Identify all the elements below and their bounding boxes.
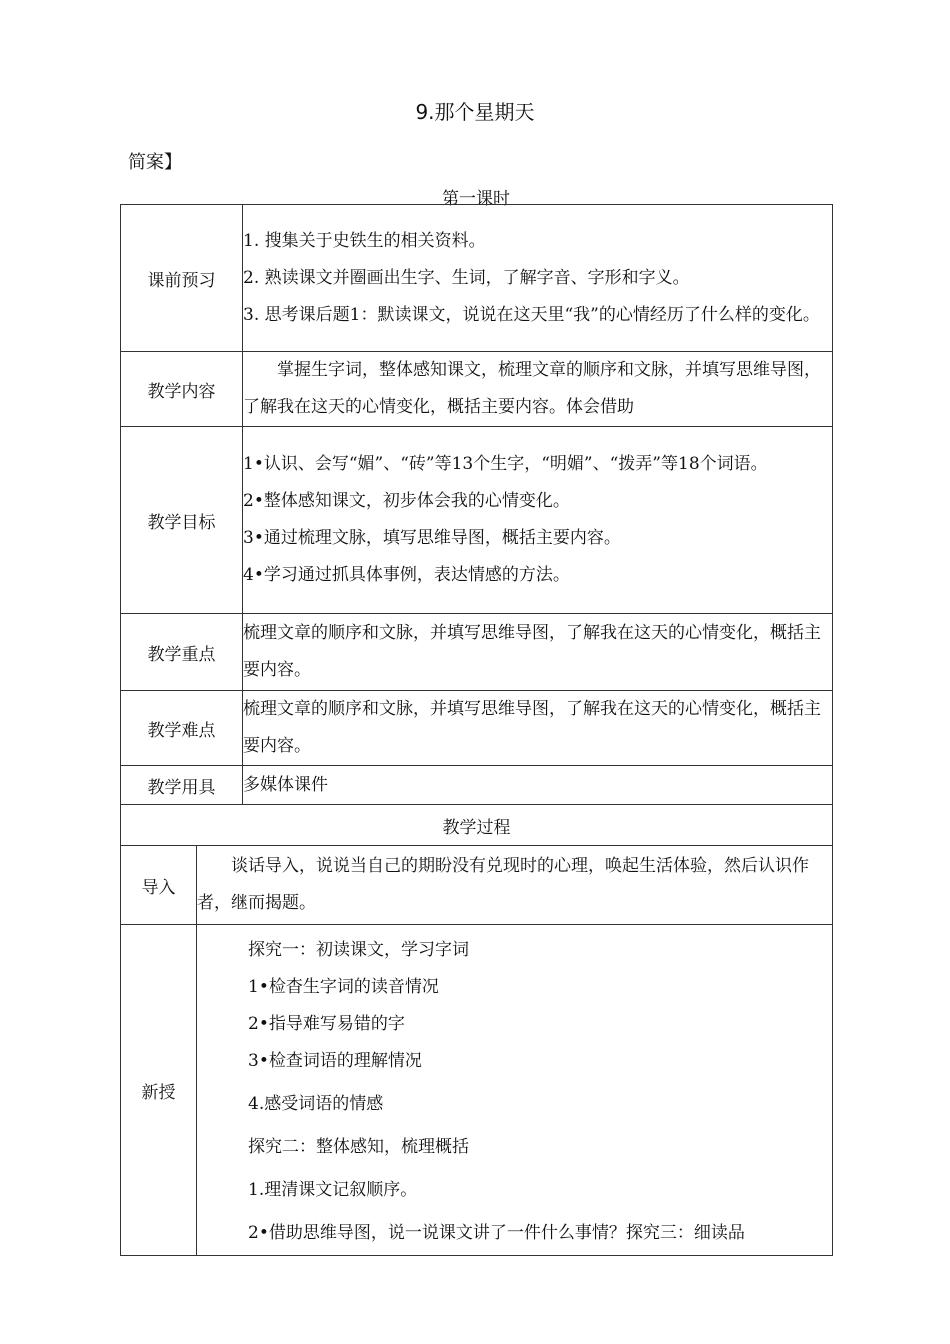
preview-item: 1. 搜集关于史铁生的相关资料。 [243, 230, 486, 251]
intro-text: 谈话导入，说说当自己的期盼没有兑现时的心理，唤起生活体验，然后认识作者，继而揭题。 [197, 856, 809, 913]
tools-row [121, 766, 833, 805]
tools-label: 教学用具 [121, 766, 243, 805]
difficulty-label: 教学难点 [121, 691, 243, 766]
goals-row [121, 427, 833, 614]
goal-item: 1•认识、会写“媚”、“砖”等13个生字，“明媚”、“拨弄”等18个词语。 [243, 454, 768, 474]
preview-item: 2. 熟读课文并圈画出生字、生词，了解字音、字形和字义。 [243, 267, 690, 288]
content-label: 教学内容 [121, 352, 243, 427]
new-lesson-line: 3•检查词语的理解情况 [248, 1051, 422, 1071]
intro-row [121, 846, 833, 925]
new-lesson-line: 探究二：整体感知，梳理概括 [248, 1137, 469, 1157]
process-header-row [121, 805, 833, 846]
new-lesson-line: 2•指导难写易错的字 [248, 1014, 405, 1034]
preview-item: 3. 思考课后题1：默读课文，说说在这天里“我”的心情经历了什么样的变化。 [243, 304, 820, 325]
brief-label: 简案】 [128, 152, 182, 173]
goal-item: 4•学习通过抓具体事例，表达情感的方法。 [243, 565, 570, 585]
goal-item: 2•整体感知课文，初步体会我的心情变化。 [243, 491, 570, 511]
new-lesson-label: 新授 [121, 925, 197, 1256]
goals-label: 教学目标 [121, 427, 243, 614]
preview-label: 课前预习 [121, 205, 243, 352]
content-row [121, 352, 833, 427]
tools-text: 多媒体课件 [243, 774, 328, 795]
lesson-plan-table [120, 204, 833, 1256]
page-title: 9.那个星期天 [415, 100, 535, 124]
new-lesson-content [197, 925, 833, 1256]
new-lesson-line: 2•借助思维导图，说一说课文讲了一件什么事情？探究三：细读品 [248, 1223, 745, 1243]
new-lesson-line: 探究一：初读课文，学习字词 [248, 940, 469, 960]
key-row [121, 614, 833, 691]
process-header: 教学过程 [121, 805, 833, 846]
preview-content [243, 205, 833, 352]
preview-row [121, 205, 833, 352]
goal-item: 3•通过梳理文脉，填写思维导图，概括主要内容。 [243, 528, 621, 548]
goals-content [243, 427, 833, 614]
intro-label: 导入 [121, 846, 197, 925]
content-text: 掌握生字词，整体感知课文，梳理文章的顺序和文脉，并填写思维导图，了解我在这天的心情变化，概括主要内容。体会借助 [243, 360, 821, 417]
difficulty-row [121, 691, 833, 766]
new-lesson-row [121, 925, 833, 1256]
lesson-label: 第一课时 [442, 189, 510, 209]
key-text: 梳理文章的顺序和文脉，并填写思维导图，了解我在这天的心情变化，概括主要内容。 [243, 623, 821, 680]
key-label: 教学重点 [121, 614, 243, 691]
new-lesson-line: 4.感受词语的情感 [248, 1094, 384, 1114]
difficulty-text: 梳理文章的顺序和文脉，并填写思维导图，了解我在这天的心情变化，概括主要内容。 [243, 699, 821, 756]
new-lesson-line: 1.理清课文记叙顺序。 [248, 1180, 418, 1200]
new-lesson-line: 1•检杳生字词的读音情况 [248, 977, 439, 997]
